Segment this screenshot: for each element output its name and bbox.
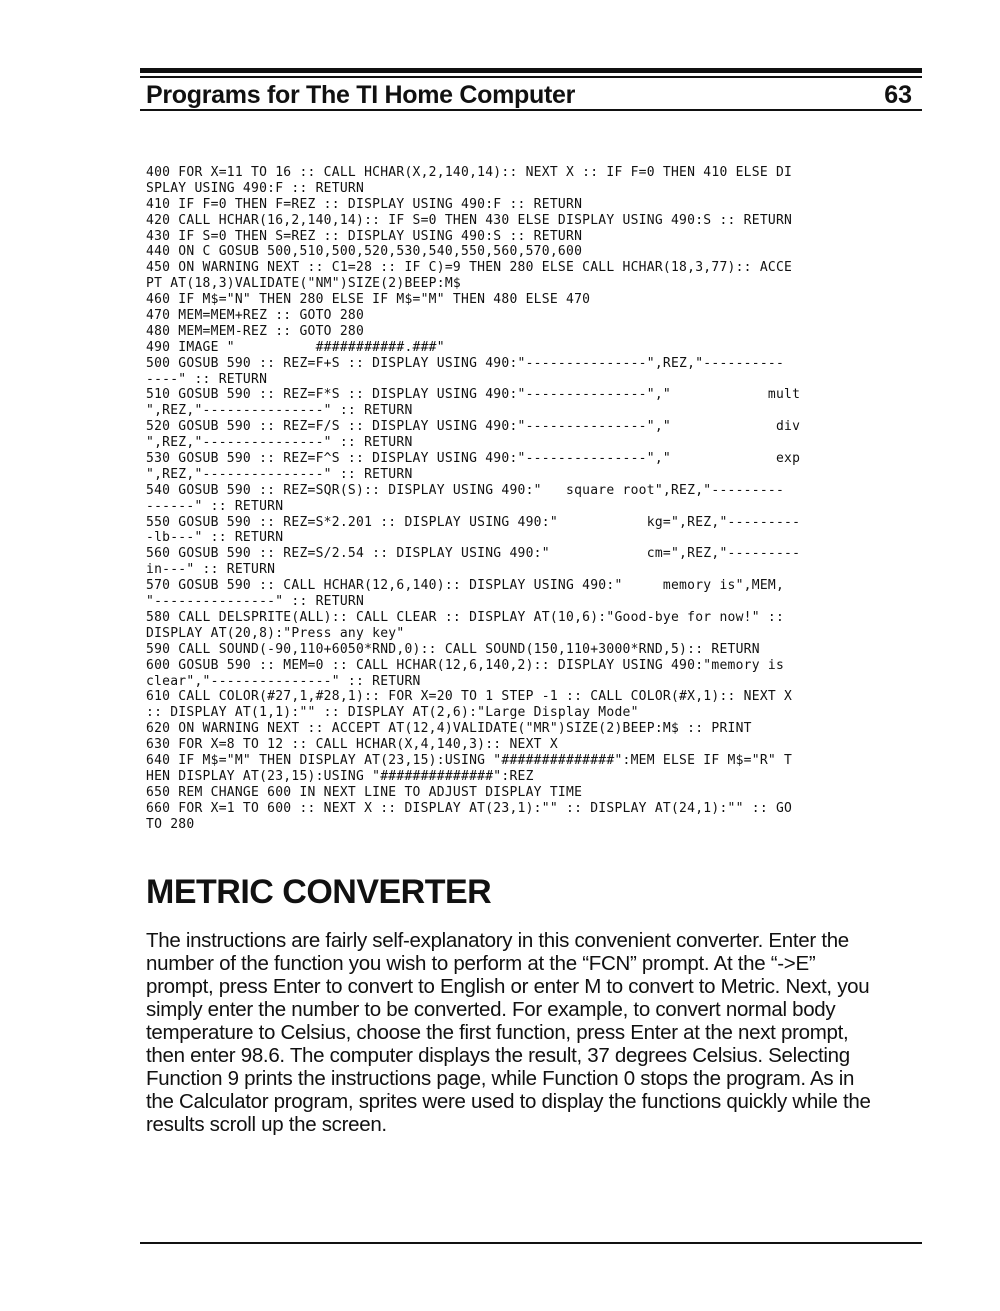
code-line: HEN DISPLAY AT(23,15):USING "##############":REZ — [146, 768, 534, 784]
code-line: 640 IF M$="M" THEN DISPLAY AT(23,15):USING "##############":MEM ELSE IF M$="R" T — [146, 752, 793, 768]
code-line: 440 ON C GOSUB 500,510,500,520,530,540,550,560,570,600 — [146, 244, 583, 260]
code-line: 660 FOR X=1 TO 600 :: NEXT X :: DISPLAY AT(23,1):"" :: DISPLAY AT(24,1):"" :: GO — [146, 800, 793, 816]
code-line: ",REZ,"---------------" :: RETURN — [146, 435, 413, 451]
code-line: 610 CALL COLOR(#27,1,#28,1):: FOR X=20 TO 1 STEP -1 :: CALL COLOR(#X,1):: NEXT X — [146, 689, 793, 705]
code-line: ----" :: RETURN — [146, 371, 268, 387]
paragraph-line: Function 9 prints the instructions page, while Function 0 stops the program. As in — [146, 1067, 855, 1090]
code-line: 490 IMAGE " ###########.###" — [146, 339, 445, 355]
code-line: 450 ON WARNING NEXT :: C1=28 :: IF C)=9 THEN 280 ELSE CALL HCHAR(18,3,77):: ACCE — [146, 260, 793, 276]
code-line: 650 REM CHANGE 600 IN NEXT LINE TO ADJUST DISPLAY TIME — [146, 784, 583, 800]
code-line: 470 MEM=MEM+REZ :: GOTO 280 — [146, 308, 365, 324]
code-line: 480 MEM=MEM-REZ :: GOTO 280 — [146, 323, 365, 339]
code-line: 500 GOSUB 590 :: REZ=F+S :: DISPLAY USING 490:"---------------",REZ,"---------- — [146, 355, 785, 371]
code-line: 550 GOSUB 590 :: REZ=S*2.201 :: DISPLAY USING 490:" kg=",REZ,"--------- — [146, 514, 801, 530]
code-line: DISPLAY AT(20,8):"Press any key" — [146, 625, 405, 641]
paragraph-line: prompt, press Enter to convert to English or enter M to convert to Metric. Next, you — [146, 975, 870, 998]
header-rule-thick — [140, 68, 922, 73]
code-line: 520 GOSUB 590 :: REZ=F/S :: DISPLAY USING 490:"---------------"," div — [146, 419, 801, 435]
header-underline — [140, 109, 922, 111]
paragraph-line: results scroll up the screen. — [146, 1113, 387, 1136]
paragraph-line: then enter 98.6. The computer displays the result, 37 degrees Celsius. Selecting — [146, 1044, 850, 1067]
code-line: clear","---------------" :: RETURN — [146, 673, 421, 689]
code-line: 600 GOSUB 590 :: MEM=0 :: CALL HCHAR(12,6,140,2):: DISPLAY USING 490:"memory is — [146, 657, 785, 673]
code-line: ------" :: RETURN — [146, 498, 284, 514]
section-heading: METRIC CONVERTER — [146, 873, 492, 911]
code-line: 570 GOSUB 590 :: CALL HCHAR(12,6,140):: DISPLAY USING 490:" memory is",MEM, — [146, 578, 785, 594]
paragraph-line: temperature to Celsius, choose the first function, press Enter at the next prompt, — [146, 1021, 849, 1044]
code-line: "---------------" :: RETURN — [146, 594, 365, 610]
code-line: 510 GOSUB 590 :: REZ=F*S :: DISPLAY USING 490:"---------------"," mult — [146, 387, 801, 403]
code-line: 580 CALL DELSPRITE(ALL):: CALL CLEAR :: DISPLAY AT(10,6):"Good-bye for now!" :: — [146, 609, 785, 625]
code-line: 620 ON WARNING NEXT :: ACCEPT AT(12,4)VALIDATE("MR")SIZE(2)BEEP:M$ :: PRINT — [146, 721, 752, 737]
code-line: in---" :: RETURN — [146, 562, 276, 578]
code-line: 400 FOR X=11 TO 16 :: CALL HCHAR(X,2,140,14):: NEXT X :: IF F=0 THEN 410 ELSE DI — [146, 165, 793, 180]
footer-rule — [140, 1242, 922, 1244]
code-line: :: DISPLAY AT(1,1):"" :: DISPLAY AT(2,6):"Large Display Mode" — [146, 705, 639, 721]
code-line: 410 IF F=0 THEN F=REZ :: DISPLAY USING 490:F :: RETURN — [146, 196, 583, 212]
code-line: ",REZ,"---------------" :: RETURN — [146, 403, 413, 419]
code-line: TO 280 — [146, 816, 195, 832]
code-line: SPLAY USING 490:F :: RETURN — [146, 180, 365, 196]
code-line: 530 GOSUB 590 :: REZ=F^S :: DISPLAY USING 490:"---------------"," exp — [146, 451, 801, 467]
section-body — [146, 929, 936, 1136]
code-line: 460 IF M$="N" THEN 280 ELSE IF M$="M" THEN 480 ELSE 470 — [146, 292, 591, 308]
page-number: 63 — [884, 81, 912, 109]
code-line: 540 GOSUB 590 :: REZ=SQR(S):: DISPLAY USING 490:" square root",REZ,"--------- — [146, 482, 785, 498]
code-line: 420 CALL HCHAR(16,2,140,14):: IF S=0 THEN 430 ELSE DISPLAY USING 490:S :: RETURN — [146, 212, 793, 228]
paragraph-line: the Calculator program, sprites were used to display the functions quickly while the — [146, 1090, 871, 1113]
code-line: -lb---" :: RETURN — [146, 530, 284, 546]
code-line: ",REZ,"---------------" :: RETURN — [146, 466, 413, 482]
running-header-title: Programs for The TI Home Computer — [146, 81, 576, 109]
code-line: 430 IF S=0 THEN S=REZ :: DISPLAY USING 490:S :: RETURN — [146, 228, 583, 244]
code-line: PT AT(18,3)VALIDATE("NM")SIZE(2)BEEP:M$ — [146, 276, 461, 292]
program-listing — [146, 165, 921, 832]
code-line: 560 GOSUB 590 :: REZ=S/2.54 :: DISPLAY USING 490:" cm=",REZ,"--------- — [146, 546, 801, 562]
header-rule-thin — [140, 76, 922, 78]
paragraph-line: number of the function you wish to perform at the “FCN” prompt. At the “->E” — [146, 952, 816, 975]
code-line: 590 CALL SOUND(-90,110+6050*RND,0):: CALL SOUND(150,110+3000*RND,5):: RETURN — [146, 641, 760, 657]
paragraph-line: simply enter the number to be converted. For example, to convert normal body — [146, 998, 836, 1021]
paragraph-line: The instructions are fairly self-explanatory in this convenient converter. Enter the — [146, 929, 849, 952]
code-line: 630 FOR X=8 TO 12 :: CALL HCHAR(X,4,140,3):: NEXT X — [146, 737, 558, 753]
